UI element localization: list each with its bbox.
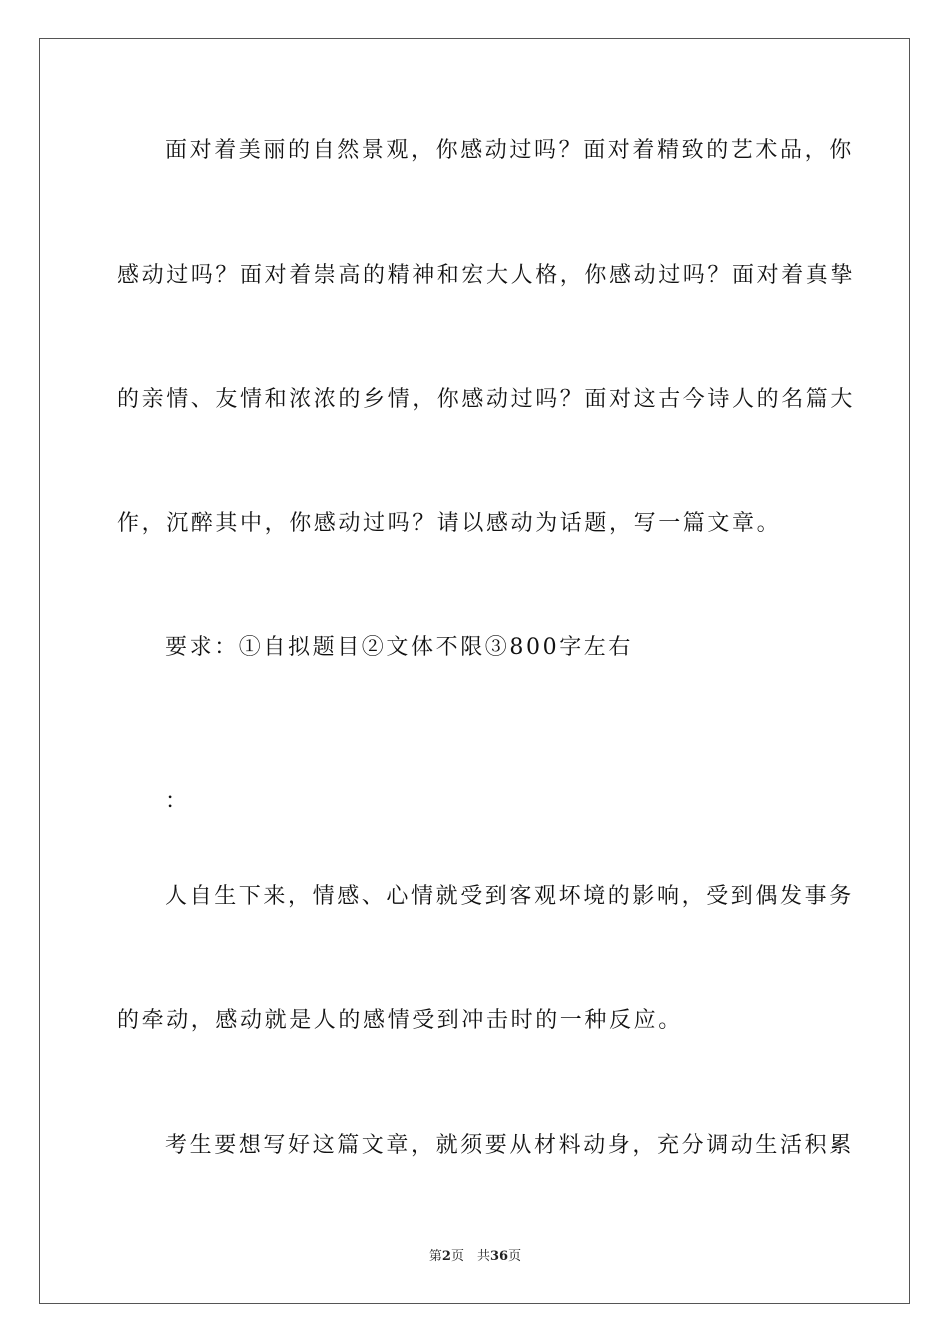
page-border: [39, 38, 910, 1304]
requirements-line: 要求：①自拟题目②文体不限③800字左右: [165, 635, 633, 660]
page-footer: [0, 1248, 950, 1266]
colon-line: ：: [165, 789, 190, 814]
paragraph-line: 的亲情、友情和浓浓的乡情，你感动过吗？面对这古今诗人的名篇大: [117, 387, 856, 412]
footer-page-number: 2: [441, 1249, 451, 1264]
footer-mid: 页 共: [450, 1249, 490, 1264]
paragraph-line: 的牵动，感动就是人的感情受到冲击时的一种反应。: [117, 1008, 683, 1033]
paragraph-line: 面对着美丽的自然景观，你感动过吗？面对着精致的艺术品，你: [165, 138, 854, 163]
footer-suffix: 页: [508, 1249, 522, 1264]
footer-prefix: 第: [428, 1249, 442, 1264]
footer-total-pages: 36: [489, 1249, 509, 1264]
paragraph-line: 人自生下来，情感、心情就受到客观坏境的影响，受到偶发事务: [165, 884, 854, 909]
paragraph-line: 考生要想写好这篇文章，就须要从材料动身，充分调动生活积累: [165, 1133, 854, 1158]
paragraph-line: 作，沉醉其中，你感动过吗？请以感动为话题，写一篇文章。: [117, 511, 782, 536]
paragraph-line: 感动过吗？面对着崇高的精神和宏大人格，你感动过吗？面对着真挚: [117, 263, 856, 288]
